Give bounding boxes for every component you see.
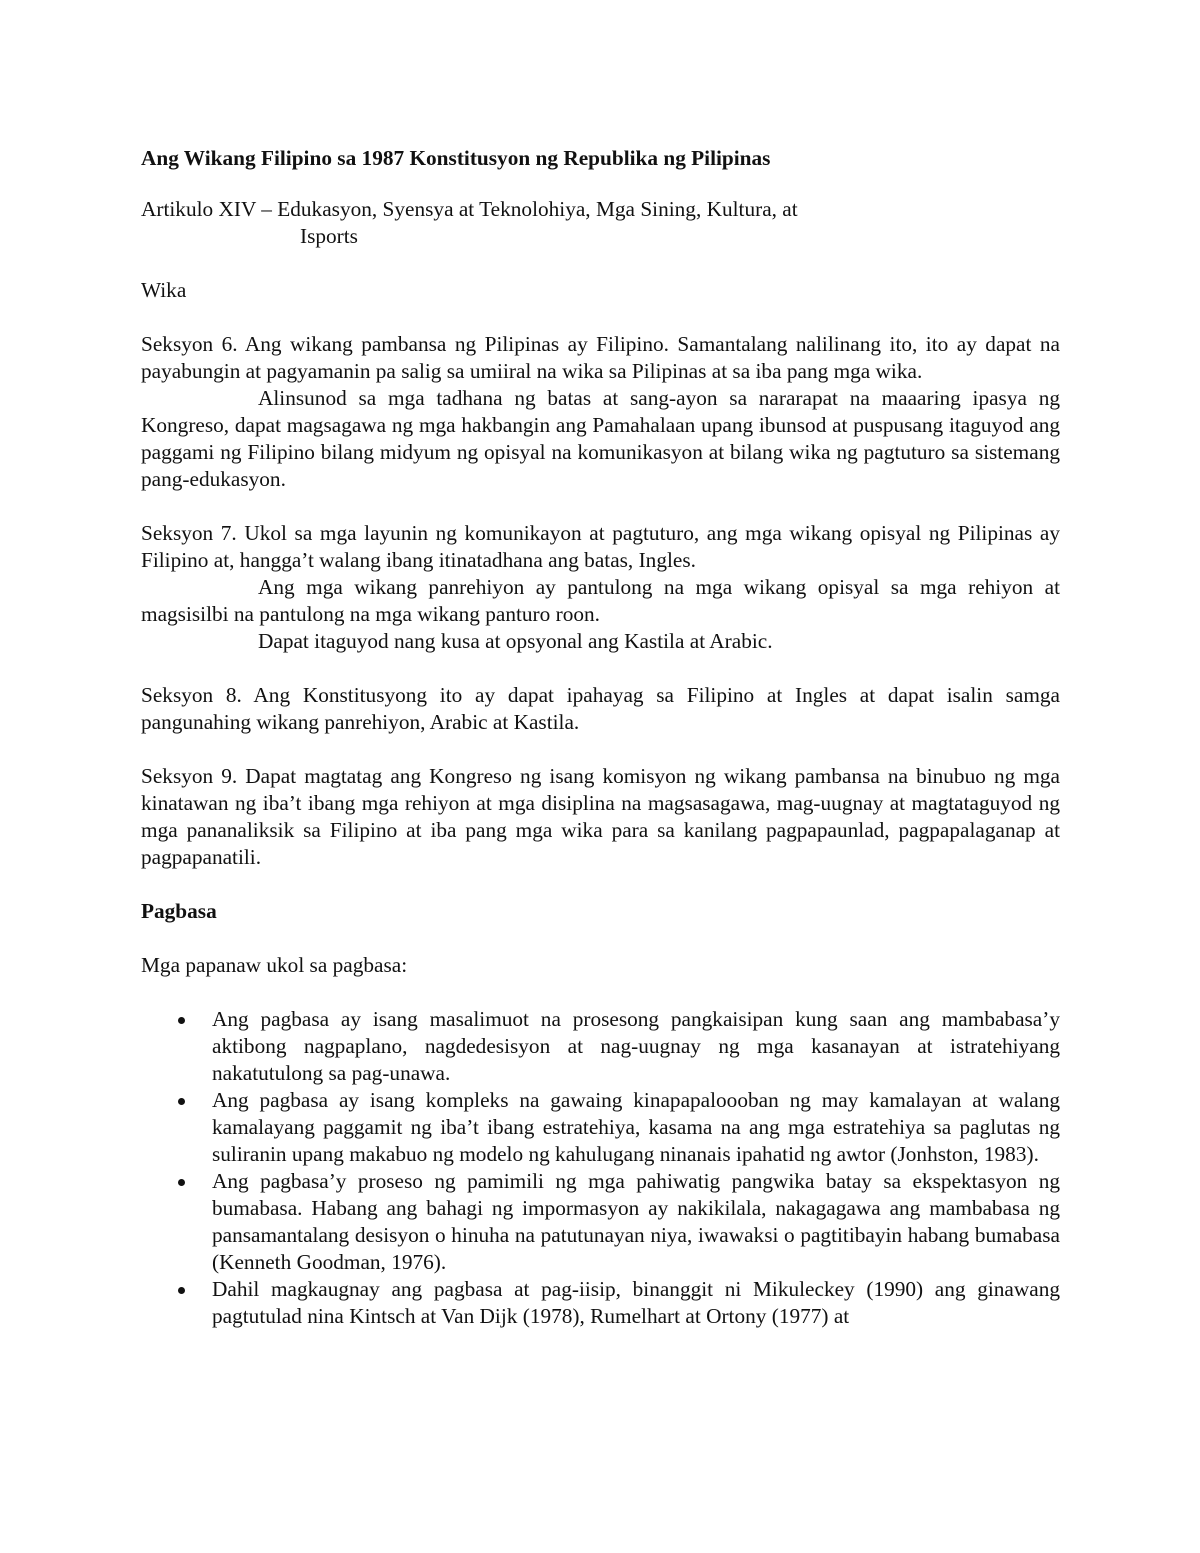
list-item-text: Ang pagbasa’y proseso ng pamimili ng mga pahiwatig pangwika batay sa ekspektasyon ng bumabasa. Habang ang bahagi ng impormasyon ay nakikilala, nakagagawa ang mambabasa ng pansamantalang desisyon o hinuha na patutunayan niya, iwawaksi o pagtitibayin habang bumabasa (Kenneth Goodman, 1976). [212,1169,1060,1274]
document-title: Ang Wikang Filipino sa 1987 Konstitusyon ng Republika ng Pilipinas [141,146,771,170]
list-item-text: Ang pagbasa ay isang kompleks na gawaing kinapapaloooban ng may kamalayan at walang kamalayang paggamit ng iba’t ibang estratehiya, kasama na ang mga estratehiya sa paglutas ng suliranin upang makabuo ng modelo ng kahulugang ninanais ipahatid ng awtor (Jonhston, 1983). [212,1088,1060,1166]
section-7-paragraph-3: Dapat itaguyod nang kusa at opsyonal ang Kastila at Arabic. [258,629,773,653]
list-item-text: Dahil magkaugnay ang pagbasa at pag-iisip, binanggit ni Mikuleckey (1990) ang ginawang pagtutulad nina Kintsch at Van Dijk (1978), Rumelhart at Ortony (1977) at [212,1277,1060,1328]
article-line-2: Isports [300,224,358,248]
section-9-paragraph-1: Seksyon 9. Dapat magtatag ang Kongreso ng isang komisyon ng wikang pambansa na binubuo ng mga kinatawan ng iba’t ibang mga rehiyon at mga disiplina na magsasagawa, mag-uugnay at magtataguyod ng mga pananaliksik sa Filipino at iba pang mga wika para sa kanilang pagpapaunlad, pagpapalaganap at pagpapanatili. [141,764,1060,869]
bullet-icon [178,1017,185,1024]
section-7-paragraph-1: Seksyon 7. Ukol sa mga layunin ng komunikayon at pagtuturo, ang mga wikang opisyal ng Pilipinas ay Filipino at, hangga’t walang ibang itinatadhana ang batas, Ingles. [141,521,1060,572]
article-line-1: Artikulo XIV – Edukasyon, Syensya at Teknolohiya, Mga Sining, Kultura, at [141,197,798,221]
pagbasa-bullet-list [141,1006,1060,1330]
pagbasa-intro: Mga papanaw ukol sa pagbasa: [141,953,408,977]
section-subheading: Wika [141,278,187,302]
section-6-paragraph-1: Seksyon 6. Ang wikang pambansa ng Pilipinas ay Filipino. Samantalang nalilinang ito, ito ay dapat na payabungin at pagyamanin pa salig sa umiiral na wika sa Pilipinas at sa iba pang mga wika. [141,332,1060,383]
bullet-icon [178,1179,185,1186]
section-7-paragraph-2: Ang mga wikang panrehiyon ay pantulong na mga wikang opisyal sa mga rehiyon at magsisilbi na pantulong na mga wikang panturo roon. [141,575,1060,626]
list-item [141,1006,1060,1087]
bullet-icon [178,1287,185,1294]
article-heading [141,196,1060,250]
list-item [141,1276,1060,1330]
section-6-paragraph-2: Alinsunod sa mga tadhana ng batas at sang-ayon sa nararapat na maaaring ipasya ng Kongreso, dapat magsagawa ng mga hakbangin ang Pamahalaan upang ibunsod at puspusang itaguyod ang paggami ng Filipino bilang midyum ng opisyal na komunikasyon at bilang wika ng pagtuturo sa sistemang pang-edukasyon. [141,386,1060,491]
list-item-text: Ang pagbasa ay isang masalimuot na prosesong pangkaisipan kung saan ang mambabasa’y aktibong nagpaplano, nagdedesisyon at nag-uugnay ng mga kasanayan at istratehiyang nakatutulong sa pag-unawa. [212,1007,1060,1085]
bullet-icon [178,1098,185,1105]
list-item [141,1168,1060,1276]
list-item [141,1087,1060,1168]
pagbasa-heading: Pagbasa [141,899,217,923]
section-8-paragraph-1: Seksyon 8. Ang Konstitusyong ito ay dapat ipahayag sa Filipino at Ingles at dapat isalin samga pangunahing wikang panrehiyon, Arabic at Kastila. [141,683,1060,734]
